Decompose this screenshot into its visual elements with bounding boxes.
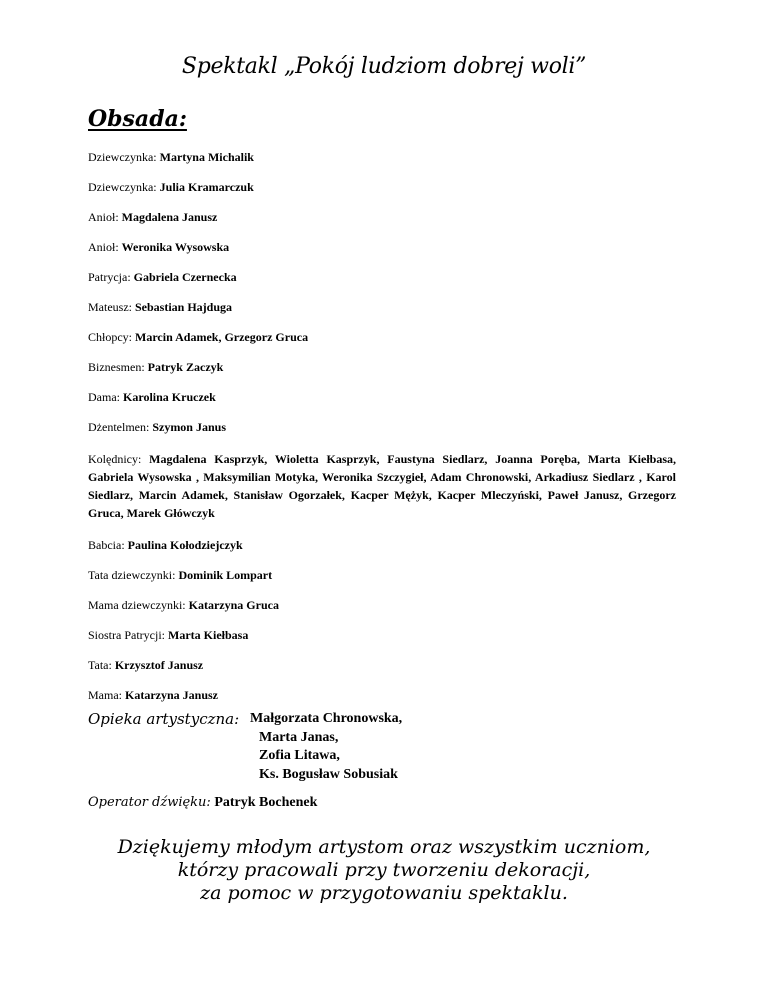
cast-name: Katarzyna Janusz: [125, 688, 218, 702]
cast-entry: [88, 598, 676, 613]
cast-name: Patryk Zaczyk: [147, 360, 224, 374]
cast-entry: [88, 420, 676, 435]
cast-role: Anioł:: [88, 240, 119, 254]
artistic-care-section: [88, 710, 403, 782]
cast-role: Dżentelmen:: [88, 420, 150, 434]
cast-role: Mateusz:: [88, 300, 132, 314]
cast-name: Weronika Wysowska: [121, 240, 230, 254]
cast-name: Magdalena Kasprzyk, Wioletta Kasprzyk, Faustyna Siedlarz, Joanna Poręba, Marta Kiełbasa, Gabriela Wysowska , Maksymilian Motyka, Weronika Szczygieł, Adam Chronowski, Arkadiusz Siedlarz , Karol Siedlarz, Marcin Adamek, Stanisław Ogorzałek, Kacper Mężyk, Kacper Mleczyński, Paweł Janusz, Grzegorz Gruca, Marek Główczyk: [88, 452, 676, 520]
cast-entry: [88, 180, 676, 195]
cast-entry: [88, 628, 676, 643]
play-title: Spektakl „Pokój ludziom dobrej woli”: [181, 54, 587, 79]
thanks-message: [0, 836, 768, 905]
cast-list: [88, 150, 676, 718]
cast-name: Gabriela Czernecka: [133, 270, 237, 284]
cast-role: Tata:: [88, 658, 112, 672]
cast-entry: [88, 240, 676, 255]
artistic-care-name: Marta Janas,: [259, 729, 339, 745]
cast-name: Dominik Lompart: [178, 568, 273, 582]
cast-name: Julia Kramarczuk: [159, 180, 254, 194]
cast-entry: [88, 568, 676, 583]
artistic-care-name: Ks. Bogusław Sobusiak: [259, 766, 398, 782]
thanks-line: Dziękujemy młodym artystom oraz wszystkim uczniom,: [117, 836, 651, 858]
cast-name: Katarzyna Gruca: [188, 598, 279, 612]
artistic-care-name: Małgorzata Chronowska,: [250, 711, 403, 726]
cast-role: Dama:: [88, 390, 120, 404]
sound-operator-section: [88, 795, 317, 811]
cast-entry: [88, 270, 676, 285]
cast-role: Babcia:: [88, 538, 125, 552]
cast-role: Siostra Patrycji:: [88, 628, 165, 642]
sound-operator-name: Patryk Bochenek: [214, 795, 318, 810]
sound-operator-label: Operator dźwięku:: [88, 795, 211, 810]
thanks-line: którzy pracowali przy tworzeniu dekoracji,: [177, 859, 591, 881]
artistic-care-names: [250, 710, 402, 784]
cast-entry: [88, 688, 676, 703]
cast-entry: [88, 360, 676, 375]
thanks-line: za pomoc w przygotowaniu spektaklu.: [200, 882, 568, 904]
cast-name: Sebastian Hajduga: [135, 300, 233, 314]
cast-entry: [88, 150, 676, 165]
artistic-care-name: Zofia Litawa,: [259, 748, 340, 763]
cast-role: Mama:: [88, 688, 122, 702]
cast-heading: Obsada:: [88, 106, 187, 132]
cast-entry-carolers: [88, 450, 676, 522]
cast-name: Karolina Kruczek: [123, 390, 216, 404]
cast-name: Paulina Kołodziejczyk: [127, 538, 243, 552]
cast-role: Kolędnicy:: [88, 452, 142, 466]
cast-role: Dziewczynka:: [88, 150, 157, 164]
cast-role: Chłopcy:: [88, 330, 132, 344]
cast-name: Magdalena Janusz: [121, 210, 218, 224]
cast-role: Mama dziewczynki:: [88, 598, 186, 612]
cast-name: Krzysztof Janusz: [114, 658, 204, 672]
artistic-care-label: Opieka artystyczna:: [88, 710, 240, 728]
cast-name: Marta Kiełbasa: [168, 628, 249, 642]
cast-role: Biznesmen:: [88, 360, 145, 374]
cast-role: Patrycja:: [88, 270, 131, 284]
cast-role: Tata dziewczynki:: [88, 568, 176, 582]
cast-name: Szymon Janus: [152, 420, 226, 434]
cast-entry: [88, 330, 676, 345]
cast-entry: [88, 658, 676, 673]
cast-role: Dziewczynka:: [88, 180, 157, 194]
cast-entry: [88, 390, 676, 405]
cast-role: Anioł:: [88, 210, 119, 224]
cast-name: Marcin Adamek, Grzegorz Gruca: [135, 330, 309, 344]
cast-entry: [88, 538, 676, 553]
cast-entry: [88, 300, 676, 315]
cast-entry: [88, 210, 676, 225]
cast-name: Martyna Michalik: [159, 150, 254, 164]
